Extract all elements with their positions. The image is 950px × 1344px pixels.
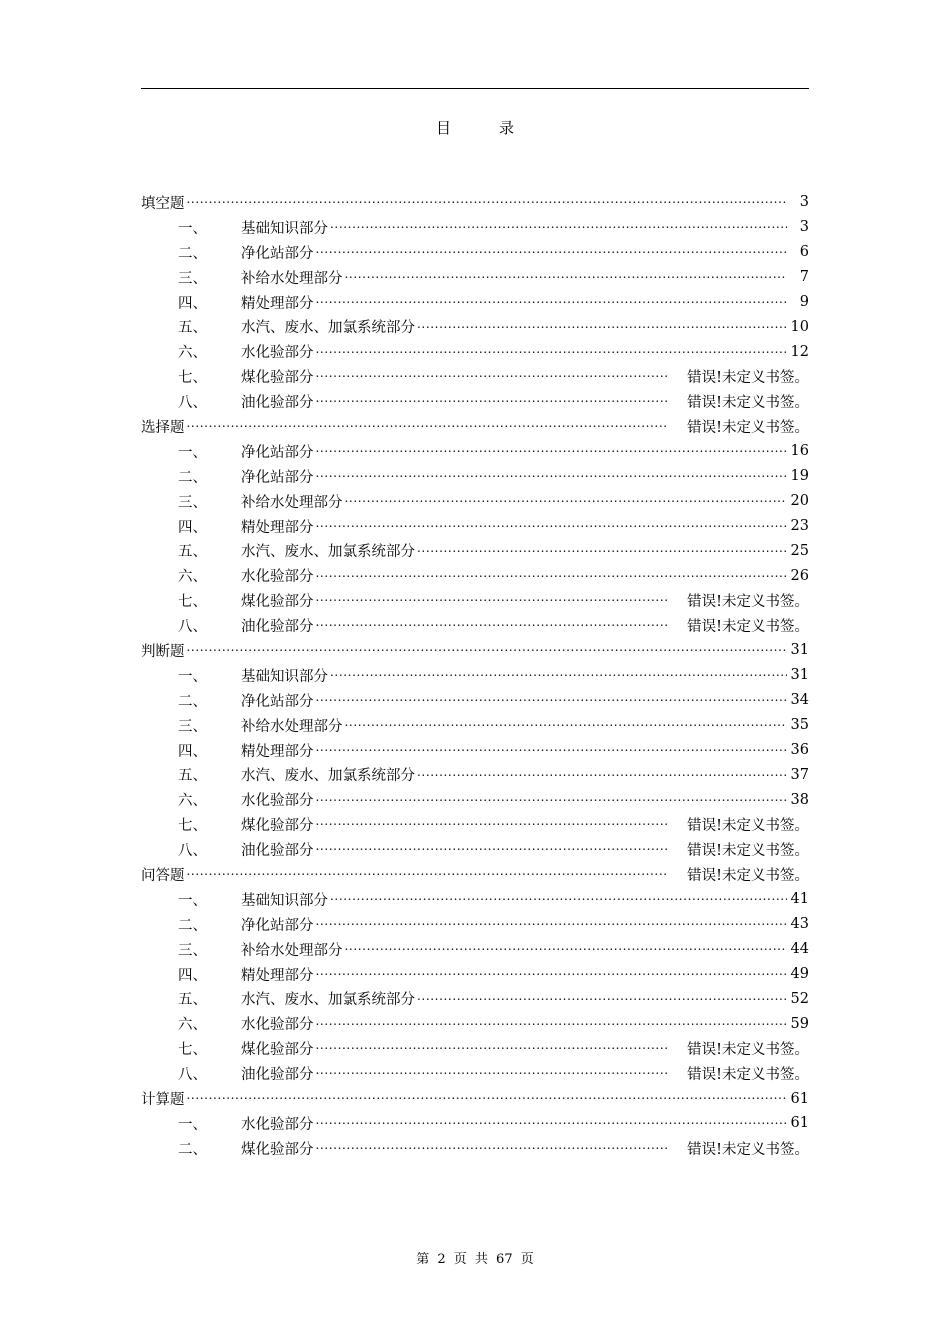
toc-bookmark-error: 错误!未定义书签。 xyxy=(687,1141,809,1158)
page-title xyxy=(0,117,950,138)
toc-dot-leader xyxy=(316,394,668,409)
toc-entry-title: 净化站部分 xyxy=(241,444,314,461)
toc-entry-number: 三、 xyxy=(178,718,207,735)
toc-page-number: 35 xyxy=(790,717,809,734)
toc-dot-leader xyxy=(316,569,788,584)
toc-entry-title: 油化验部分 xyxy=(241,1067,314,1084)
toc-entry-title: 精处理部分 xyxy=(241,967,314,984)
toc-entry-title: 基础知识部分 xyxy=(241,220,328,237)
toc-page-number: 36 xyxy=(790,742,809,759)
toc-dot-leader xyxy=(316,245,788,260)
toc-entry-title: 补给水处理部分 xyxy=(241,942,343,959)
toc-entry-title: 补给水处理部分 xyxy=(241,718,343,735)
toc-dot-leader xyxy=(187,195,788,210)
toc-entry-number: 四、 xyxy=(178,967,207,984)
toc-subsection-entry[interactable] xyxy=(141,240,809,265)
toc-entry-number: 二、 xyxy=(178,1141,207,1158)
toc-dot-leader xyxy=(316,345,788,360)
toc-section-entry[interactable] xyxy=(141,862,809,887)
toc-page-number: 10 xyxy=(790,318,809,335)
toc-subsection-entry[interactable] xyxy=(141,762,809,787)
toc-dot-leader xyxy=(345,270,788,285)
toc-dot-leader xyxy=(316,369,668,384)
toc-entry-number: 五、 xyxy=(178,992,207,1009)
toc-section-entry[interactable] xyxy=(141,414,809,439)
toc-entry-title: 油化验部分 xyxy=(241,619,314,636)
toc-subsection-entry[interactable] xyxy=(141,265,809,290)
toc-entry-number: 七、 xyxy=(178,370,207,387)
toc-page-number: 31 xyxy=(790,667,809,684)
toc-dot-leader xyxy=(316,469,788,484)
toc-entry-number: 六、 xyxy=(178,793,207,810)
toc-entry-number: 一、 xyxy=(178,444,207,461)
toc-subsection-entry[interactable] xyxy=(141,987,809,1012)
toc-entry-title: 计算题 xyxy=(141,1092,185,1108)
toc-subsection-entry[interactable] xyxy=(141,663,809,688)
toc-dot-leader xyxy=(187,1091,788,1106)
toc-entry-number: 七、 xyxy=(178,818,207,835)
toc-entry-title: 选择题 xyxy=(141,419,185,436)
toc-subsection-entry[interactable] xyxy=(141,563,809,588)
toc-entry-title: 煤化验部分 xyxy=(241,818,314,835)
toc-entry-number: 五、 xyxy=(178,768,207,785)
toc-page-number: 20 xyxy=(790,493,809,510)
toc-page-number: 37 xyxy=(790,766,809,783)
toc-dot-leader xyxy=(187,643,788,658)
toc-page-number: 61 xyxy=(790,1115,809,1132)
toc-bookmark-error: 错误!未定义书签。 xyxy=(687,867,809,884)
toc-entry-number: 四、 xyxy=(178,519,207,536)
toc-subsection-entry[interactable] xyxy=(141,464,809,489)
toc-entry-title: 补给水处理部分 xyxy=(241,270,343,287)
toc-subsection-entry[interactable] xyxy=(141,489,809,514)
toc-entry-title: 净化站部分 xyxy=(241,917,314,934)
toc-subsection-entry[interactable] xyxy=(141,937,809,962)
toc-entry-title: 水化验部分 xyxy=(241,1017,314,1034)
toc-page-number: 12 xyxy=(790,343,809,360)
toc-dot-leader xyxy=(316,793,788,808)
toc-bookmark-error: 错误!未定义书签。 xyxy=(687,818,809,835)
toc-entry-title: 油化验部分 xyxy=(241,843,314,860)
toc-entry-title: 精处理部分 xyxy=(241,295,314,312)
toc-entry-title: 水汽、废水、加氯系统部分 xyxy=(241,992,415,1009)
toc-subsection-entry[interactable] xyxy=(141,1036,809,1061)
toc-subsection-entry[interactable] xyxy=(141,613,809,638)
toc-entry-number: 三、 xyxy=(178,494,207,511)
page-footer: 第 2 页 共 67 页 xyxy=(416,1252,534,1267)
toc-dot-leader xyxy=(330,668,787,683)
toc-dot-leader xyxy=(417,320,787,335)
toc-subsection-entry[interactable] xyxy=(141,962,809,987)
toc-entry-title: 煤化验部分 xyxy=(241,1042,314,1059)
toc-bookmark-error: 错误!未定义书签。 xyxy=(687,1042,809,1059)
toc-page-number: 34 xyxy=(790,692,809,709)
toc-entry-number: 二、 xyxy=(178,693,207,710)
toc-dot-leader xyxy=(316,1116,788,1131)
toc-page-number: 19 xyxy=(790,468,809,485)
toc-entry-title: 煤化验部分 xyxy=(241,594,314,611)
toc-page-number: 38 xyxy=(790,791,809,808)
toc-dot-leader xyxy=(316,618,668,633)
toc-dot-leader xyxy=(316,917,788,932)
toc-entry-number: 八、 xyxy=(178,843,207,860)
toc-subsection-entry[interactable] xyxy=(141,1061,809,1086)
toc-entry-number: 二、 xyxy=(178,917,207,934)
toc-entry-number: 二、 xyxy=(178,469,207,486)
toc-entry-number: 五、 xyxy=(178,544,207,561)
toc-entry-number: 八、 xyxy=(178,1067,207,1084)
toc-page-number: 7 xyxy=(799,269,809,286)
toc-entry-number: 一、 xyxy=(178,892,207,909)
toc-bookmark-error: 错误!未定义书签。 xyxy=(687,419,809,436)
toc-entry-number: 二、 xyxy=(178,245,207,262)
toc-dot-leader xyxy=(316,444,788,459)
toc-dot-leader xyxy=(316,1017,788,1032)
toc-entry-title: 精处理部分 xyxy=(241,743,314,760)
toc-entry-title: 油化验部分 xyxy=(241,395,314,412)
toc-bookmark-error: 错误!未定义书签。 xyxy=(687,370,809,387)
toc-dot-leader xyxy=(316,842,668,857)
toc-subsection-entry[interactable] xyxy=(141,389,809,414)
toc-entry-number: 七、 xyxy=(178,1042,207,1059)
toc-entry-number: 六、 xyxy=(178,569,207,586)
toc-page-number: 25 xyxy=(790,542,809,559)
title-char-2: 录 xyxy=(499,119,515,137)
toc-subsection-entry[interactable] xyxy=(141,290,809,315)
toc-entry-title: 基础知识部分 xyxy=(241,668,328,685)
toc-page-number: 44 xyxy=(790,941,809,958)
toc-subsection-entry[interactable] xyxy=(141,588,809,613)
toc-page-number: 31 xyxy=(790,642,809,659)
toc-entry-title: 水化验部分 xyxy=(241,1116,314,1133)
toc-dot-leader xyxy=(417,544,787,559)
toc-entry-title: 判断题 xyxy=(141,643,185,660)
toc-subsection-entry[interactable] xyxy=(141,314,809,339)
toc-section-entry[interactable] xyxy=(141,1086,809,1111)
toc-entry-title: 净化站部分 xyxy=(241,693,314,710)
toc-dot-leader xyxy=(417,768,787,783)
toc-dot-leader xyxy=(345,942,788,957)
toc-entry-title: 补给水处理部分 xyxy=(241,494,343,511)
toc-section-entry[interactable] xyxy=(141,190,809,215)
toc-subsection-entry[interactable] xyxy=(141,812,809,837)
toc-dot-leader xyxy=(316,295,788,310)
toc-dot-leader xyxy=(316,1041,668,1056)
toc-subsection-entry[interactable] xyxy=(141,364,809,389)
toc-subsection-entry[interactable] xyxy=(141,738,809,763)
toc-entry-title: 水汽、废水、加氯系统部分 xyxy=(241,544,415,561)
toc-dot-leader xyxy=(316,1066,668,1081)
toc-entry-title: 净化站部分 xyxy=(241,469,314,486)
toc-page-number: 16 xyxy=(790,443,809,460)
toc-page-number: 9 xyxy=(799,294,809,310)
toc-page-number: 59 xyxy=(790,1015,809,1032)
toc-entry-number: 八、 xyxy=(178,395,207,412)
toc-bookmark-error: 错误!未定义书签。 xyxy=(687,594,809,611)
toc-subsection-entry[interactable] xyxy=(141,688,809,713)
toc-entry-number: 一、 xyxy=(178,220,207,237)
table-of-contents xyxy=(141,190,809,1161)
toc-entry-title: 水化验部分 xyxy=(241,569,314,586)
toc-dot-leader xyxy=(316,817,668,832)
toc-entry-title: 煤化验部分 xyxy=(241,370,314,387)
toc-dot-leader xyxy=(316,1141,668,1156)
toc-entry-number: 四、 xyxy=(178,295,207,312)
toc-dot-leader xyxy=(187,419,668,434)
toc-subsection-entry[interactable] xyxy=(141,538,809,563)
header-rule xyxy=(141,88,809,89)
toc-entry-number: 三、 xyxy=(178,270,207,287)
toc-subsection-entry[interactable] xyxy=(141,713,809,738)
toc-dot-leader xyxy=(316,693,788,708)
toc-subsection-entry[interactable] xyxy=(141,787,809,812)
toc-entry-title: 填空题 xyxy=(141,195,185,212)
toc-subsection-entry[interactable] xyxy=(141,215,809,240)
toc-subsection-entry[interactable] xyxy=(141,1111,809,1136)
toc-subsection-entry[interactable] xyxy=(141,837,809,862)
toc-bookmark-error: 错误!未定义书签。 xyxy=(687,395,809,412)
toc-bookmark-error: 错误!未定义书签。 xyxy=(687,619,809,636)
toc-entry-number: 六、 xyxy=(178,1017,207,1034)
toc-dot-leader xyxy=(345,718,788,733)
toc-entry-title: 问答题 xyxy=(141,867,185,884)
toc-entry-number: 六、 xyxy=(178,345,207,362)
toc-entry-title: 基础知识部分 xyxy=(241,892,328,909)
toc-entry-title: 净化站部分 xyxy=(241,245,314,262)
toc-dot-leader xyxy=(316,593,668,608)
toc-bookmark-error: 错误!未定义书签。 xyxy=(687,1067,809,1084)
toc-subsection-entry[interactable] xyxy=(141,514,809,539)
toc-page-number: 43 xyxy=(790,916,809,933)
toc-entry-number: 一、 xyxy=(178,668,207,685)
title-char-1: 目 xyxy=(435,119,451,137)
toc-page-number: 41 xyxy=(790,891,809,908)
toc-entry-title: 水汽、废水、加氯系统部分 xyxy=(241,768,415,785)
toc-subsection-entry[interactable] xyxy=(141,339,809,364)
toc-entry-title: 水汽、废水、加氯系统部分 xyxy=(241,320,415,337)
toc-section-entry[interactable] xyxy=(141,638,809,663)
toc-entry-number: 八、 xyxy=(178,619,207,636)
toc-entry-title: 水化验部分 xyxy=(241,345,314,362)
toc-subsection-entry[interactable] xyxy=(141,1011,809,1036)
toc-page-number: 23 xyxy=(790,518,809,535)
toc-subsection-entry[interactable] xyxy=(141,912,809,937)
toc-entry-number: 三、 xyxy=(178,942,207,959)
toc-subsection-entry[interactable] xyxy=(141,439,809,464)
toc-entry-number: 五、 xyxy=(178,320,207,337)
toc-page-number: 26 xyxy=(790,567,809,584)
toc-entry-number: 四、 xyxy=(178,743,207,760)
toc-dot-leader xyxy=(417,992,787,1007)
toc-page-number: 6 xyxy=(799,244,809,261)
toc-entry-number: 七、 xyxy=(178,594,207,611)
toc-page-number: 3 xyxy=(799,219,809,236)
toc-dot-leader xyxy=(330,892,787,907)
toc-subsection-entry[interactable] xyxy=(141,887,809,912)
toc-page-number: 52 xyxy=(790,990,809,1007)
toc-subsection-entry[interactable] xyxy=(141,1136,809,1161)
toc-dot-leader xyxy=(316,967,788,982)
toc-entry-title: 精处理部分 xyxy=(241,519,314,536)
toc-entry-title: 水化验部分 xyxy=(241,793,314,810)
toc-page-number: 61 xyxy=(790,1090,809,1107)
toc-dot-leader xyxy=(316,519,788,534)
toc-dot-leader xyxy=(316,743,788,758)
toc-dot-leader xyxy=(330,220,787,235)
toc-dot-leader xyxy=(187,867,668,882)
toc-dot-leader xyxy=(345,494,788,509)
toc-page-number: 3 xyxy=(799,194,809,211)
toc-entry-number: 一、 xyxy=(178,1116,207,1133)
toc-page-number: 49 xyxy=(790,966,809,983)
toc-bookmark-error: 错误!未定义书签。 xyxy=(687,843,809,860)
toc-entry-title: 煤化验部分 xyxy=(241,1141,314,1158)
